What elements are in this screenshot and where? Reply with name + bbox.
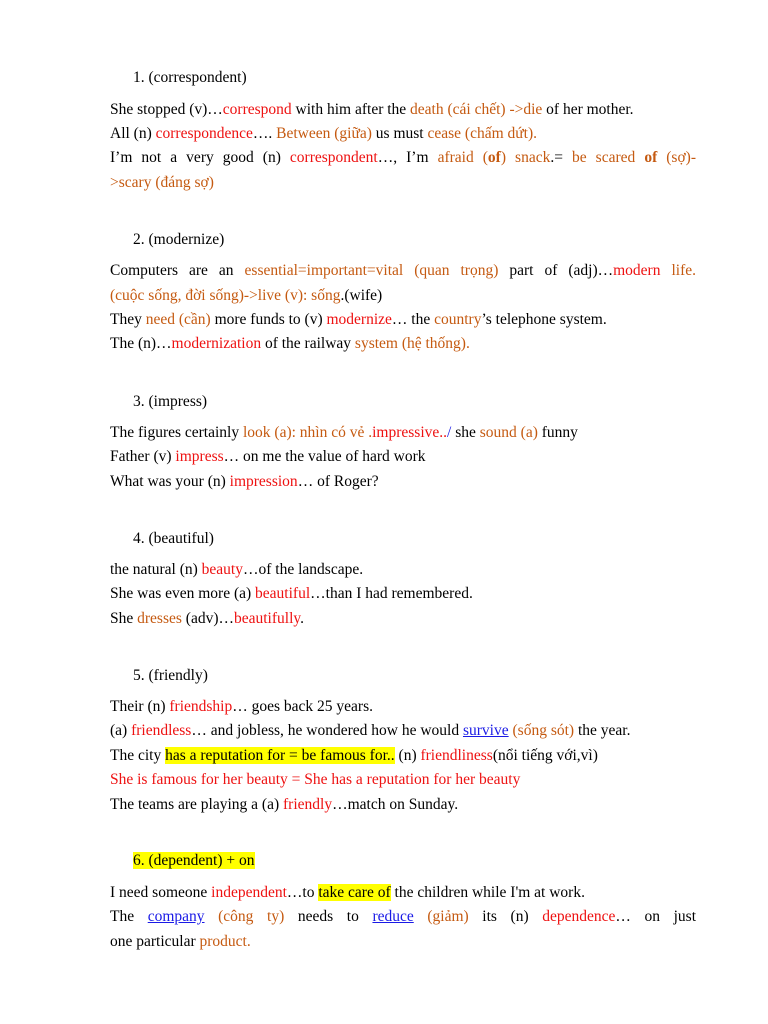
section-4-line-3: She dresses (adv)…beautifully. (110, 610, 304, 627)
section-4-line-1: the natural (n) beauty…of the landscape. (110, 561, 364, 578)
section-5-heading: 5. (friendly) (133, 667, 208, 684)
section-6-line-2: The company (công ty) needs to reduce (giảm) its (n) dependence… on just (110, 908, 696, 925)
section-5-line-5: The teams are playing a (a) friendly…match on Sunday. (110, 796, 459, 813)
section-5-line-2: (a) friendless… and jobless, he wondered how he would survive (sống sót) the year. (110, 722, 631, 739)
section-1-line-2: All (n) correspondence…. Between (giữa) us must cease (chấm dứt). (110, 125, 538, 142)
section-1-heading: 1. (correspondent) (133, 69, 247, 86)
section-4-heading: 4. (beautiful) (133, 530, 214, 547)
section-1-line-3: I’m not a very good (n) correspondent…, I’m afraid (of) snack.= be scared of (sợ)- (110, 149, 696, 166)
section-2-line-3: They need (cần) more funds to (v) modernize… the country’s telephone system. (110, 311, 607, 328)
section-1-line-1: She stopped (v)…correspond with him after the death (cái chết) ->die of her mother. (110, 101, 634, 118)
section-2-heading: 2. (modernize) (133, 231, 225, 248)
section-6-line-3: one particular product. (110, 933, 251, 950)
section-3-line-3: What was your (n) impression… of Roger? (110, 473, 379, 490)
section-6-heading: 6. (dependent) + on (133, 852, 255, 869)
section-2-line-4: The (n)…modernization of the railway system (hệ thống). (110, 335, 470, 352)
section-4-line-2: She was even more (a) beautiful…than I had remembered. (110, 585, 473, 602)
section-6-line-1: I need someone independent…to take care of the children while I'm at work. (110, 884, 585, 901)
section-3-line-2: Father (v) impress… on me the value of hard work (110, 448, 426, 465)
section-3-heading: 3. (impress) (133, 393, 208, 410)
section-1-line-4: >scary (đáng sợ) (110, 174, 214, 191)
section-2-line-1: Computers are an essential=important=vital (quan trọng) part of (adj)…modern life. (110, 262, 697, 279)
reduce-link[interactable]: reduce (372, 908, 414, 925)
section-5-line-1: Their (n) friendship… goes back 25 years. (110, 698, 373, 715)
section-3-line-1: The figures certainly look (a): nhìn có vẻ .impressive../ she sound (a) funny (110, 424, 578, 441)
section-2-line-2: (cuộc sống, đời sống)->live (v): sống.(wife) (110, 287, 383, 304)
company-link[interactable]: company (147, 908, 205, 925)
survive-link[interactable]: survive (462, 722, 509, 739)
section-5-line-3: The city has a reputation for = be famous for.. (n) friendliness(nổi tiếng với,vì) (110, 747, 598, 764)
section-5-line-4: She is famous for her beauty = She has a reputation for her beauty (110, 771, 521, 788)
